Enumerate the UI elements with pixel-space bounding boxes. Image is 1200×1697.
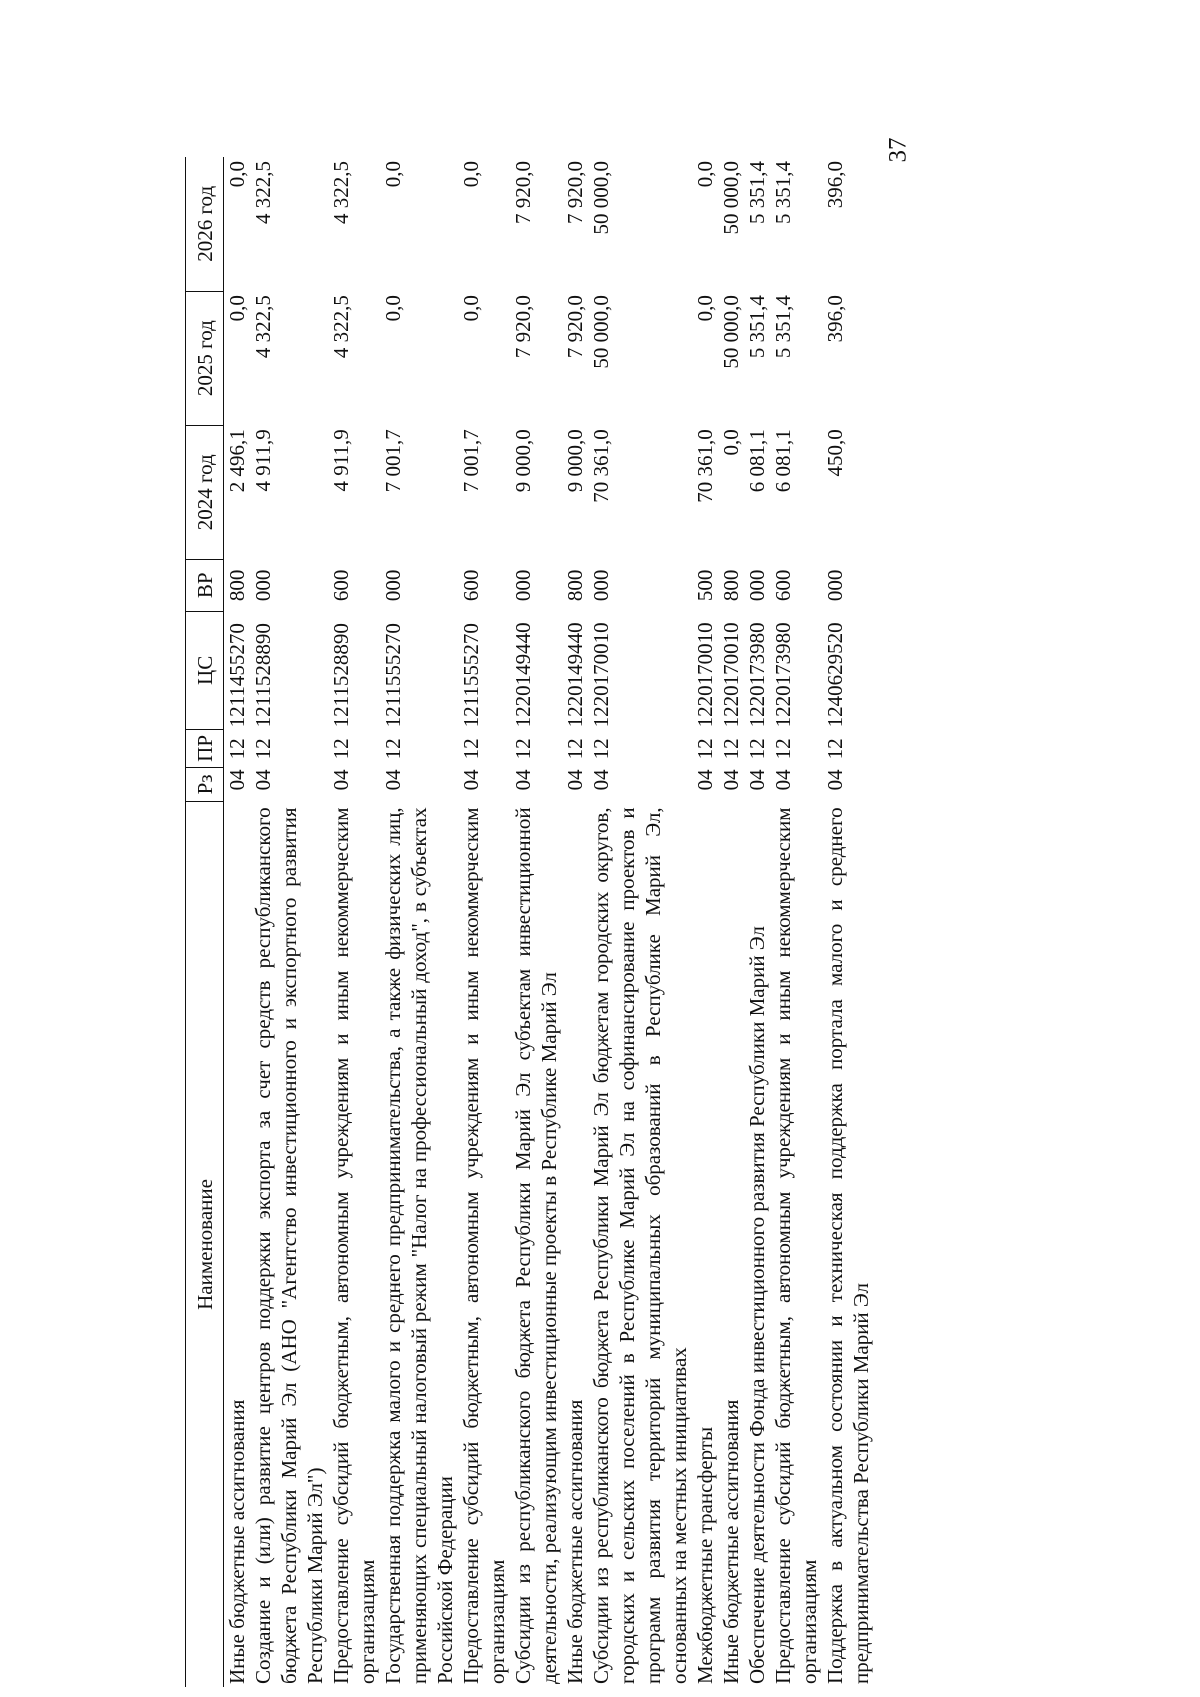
cell-vr [692,559,770,611]
cell-cs-line: 1220149440 [511,622,535,728]
cell-2025 [770,291,822,425]
cell-pr [770,729,822,767]
cell-2024 [822,425,874,559]
cell-2026-line: 7 920,0 [563,161,587,224]
cell-name [562,801,692,1687]
table-row [822,157,874,1687]
cell-pr-line: 12 [251,738,275,760]
cell-2024 [562,425,692,559]
cell-2026-line: 0,0 [693,161,717,188]
cell-2025 [510,291,562,425]
cell-cs [224,611,329,729]
cell-vr-line: 800 [563,569,587,602]
header-vr: ВР [186,559,224,611]
cell-2025-line: 7 920,0 [511,295,535,359]
cell-cs-line: 1211528890 [329,623,353,728]
cell-cs [458,611,510,729]
header-pr: ПР [186,729,224,767]
cell-2026 [562,157,692,291]
cell-pr-line: 12 [693,738,717,760]
cell-name [510,801,562,1687]
cell-2026-line: 5 351,4 [745,161,769,224]
header-2025: 2025 год [186,291,224,425]
cell-cs [562,611,692,729]
cell-2026 [458,157,510,291]
name-line: Иные бюджетные ассигнования [225,1399,249,1684]
cell-name [224,801,329,1687]
cell-2024-line: 9 000,0 [511,429,535,493]
budget-table [185,157,874,1687]
header-2026: 2026 год [186,157,224,291]
cell-rz [692,767,770,801]
cell-vr-line: 000 [251,569,275,602]
cell-rz-line: 04 [745,769,769,791]
cell-cs [510,611,562,729]
cell-vr-line: 000 [511,569,535,602]
cell-vr-line: 000 [745,569,769,602]
table-row [328,157,380,1687]
cell-rz-line: 04 [459,769,483,791]
cell-cs-line: 1220173980 [745,622,769,728]
cell-rz [328,767,380,801]
name-line: Субсидии из республиканского бюджета Республики Марий Эл бюджетам городских округов, городских и сельских поселений в Республике Марий Эл на софинансирование проектов и программ развития территорий муниципальных образований в Республике Марий Эл, основанных на местных инициативах [589,807,691,1684]
cell-rz [562,767,692,801]
cell-pr [510,729,562,767]
cell-2025 [380,291,458,425]
cell-2026-line: 0,0 [381,161,405,188]
header-cs: ЦС [186,611,224,729]
cell-pr-line: 12 [589,738,613,760]
table-row [770,157,822,1687]
cell-cs-line: 1220170010 [693,622,717,728]
cell-pr-line: 12 [459,738,483,760]
cell-pr [562,729,692,767]
cell-2026-line: 0,0 [225,161,249,188]
page-number: 37 [884,137,912,163]
cell-2025 [458,291,510,425]
cell-cs-line: 1211455270 [225,623,249,728]
cell-name [770,801,822,1687]
cell-vr-line: 000 [589,569,613,602]
cell-2025-line: 0,0 [459,295,483,322]
cell-rz-line: 04 [381,769,405,791]
table-row [380,157,458,1687]
cell-2026-line: 50 000,0 [719,161,743,235]
name-line: Предоставление субсидий бюджетным, автономным учреждениям и иным некоммерческим организациям [771,807,821,1684]
cell-2024 [224,425,329,559]
cell-2024-line: 450,0 [823,429,847,477]
cell-pr-line: 12 [745,738,769,760]
cell-2026 [224,157,329,291]
cell-2025 [692,291,770,425]
cell-2024 [328,425,380,559]
cell-2026 [770,157,822,291]
cell-vr [562,559,692,611]
cell-rz-line: 04 [511,769,535,791]
cell-2024-line: 6 081,1 [745,429,769,493]
cell-vr [822,559,874,611]
cell-cs [822,611,874,729]
header-name: Наименование [186,801,224,1687]
cell-2025-line: 4 322,5 [251,295,275,359]
cell-2025-line: 5 351,4 [745,295,769,359]
cell-vr-line: 000 [381,569,405,602]
cell-cs [692,611,770,729]
cell-pr [328,729,380,767]
cell-2026 [510,157,562,291]
cell-cs-line: 1240629520 [823,622,847,728]
cell-pr-line: 12 [719,738,743,760]
cell-rz-line: 04 [329,769,353,791]
cell-2024-line: 70 361,0 [589,429,613,503]
cell-2026-line: 396,0 [823,161,847,209]
name-line: Иные бюджетные ассигнования [563,1399,587,1684]
cell-2024-line: 70 361,0 [693,429,717,503]
cell-rz [224,767,329,801]
cell-name [458,801,510,1687]
cell-2025 [328,291,380,425]
cell-vr [328,559,380,611]
cell-2026 [328,157,380,291]
cell-rz [458,767,510,801]
cell-pr-line: 12 [771,738,795,760]
header-2024: 2024 год [186,425,224,559]
cell-cs-line: 1211555270 [381,623,405,728]
cell-2025-line: 7 920,0 [563,295,587,359]
cell-2025-line: 396,0 [823,295,847,343]
cell-2024-line: 4 911,9 [329,429,353,492]
cell-cs-line: 1211555270 [459,623,483,728]
cell-rz-line: 04 [563,769,587,791]
table-row [224,157,329,1687]
cell-cs-line: 1220170010 [719,622,743,728]
cell-2024 [770,425,822,559]
cell-2024-line: 2 496,1 [225,429,249,493]
cell-name [692,801,770,1687]
cell-pr-line: 12 [329,738,353,760]
name-line: Создание и (или) развитие центров поддержки экспорта за счет средств республиканского бюджета Республики Марий Эл (АНО "Агентство инвестиционного и экспортного развития Республики Марий Эл") [251,807,327,1684]
cell-rz-line: 04 [589,769,613,791]
cell-2024 [510,425,562,559]
cell-vr-line: 500 [693,569,717,602]
cell-2024-line: 4 911,9 [251,429,275,492]
cell-vr [224,559,329,611]
cell-2025-line: 0,0 [693,295,717,322]
cell-pr [224,729,329,767]
cell-cs-line: 1220170010 [589,622,613,728]
table-body [224,157,875,1687]
cell-name [380,801,458,1687]
cell-pr-line: 12 [511,738,535,760]
cell-2024-line: 6 081,1 [771,429,795,493]
cell-2025-line: 4 322,5 [329,295,353,359]
header-rz: Рз [186,767,224,801]
name-line: Межбюджетные трансферты [693,1426,717,1684]
cell-vr-line: 800 [225,569,249,602]
name-line: Поддержка в актуальном состоянии и техническая поддержка портала малого и среднего предпринимательства Республики Марий Эл [823,807,873,1684]
cell-pr-line: 12 [823,738,847,760]
cell-pr [692,729,770,767]
cell-2024 [458,425,510,559]
cell-pr-line: 12 [563,738,587,760]
cell-pr [822,729,874,767]
cell-vr-line: 600 [459,569,483,602]
cell-2024 [380,425,458,559]
cell-rz [770,767,822,801]
cell-2026-line: 50 000,0 [589,161,613,235]
cell-name [822,801,874,1687]
name-line: Иные бюджетные ассигнования [719,1399,743,1684]
table-row [458,157,510,1687]
cell-2024-line: 9 000,0 [563,429,587,493]
cell-2025-line: 50 000,0 [589,295,613,369]
cell-cs-line: 1220173980 [771,622,795,728]
name-line: Государственная поддержка малого и среднего предпринимательства, а также физических лиц, применяющих специальный налоговый режим "Налог на профессиональный доход", в субъектах Российской Федерации [381,807,457,1684]
cell-rz-line: 04 [693,769,717,791]
cell-vr-line: 600 [771,569,795,602]
cell-cs [328,611,380,729]
name-line: Предоставление субсидий бюджетным, автономным учреждениям и иным некоммерческим организациям [459,807,509,1684]
cell-2024-line: 7 001,7 [381,429,405,493]
cell-2026-line: 4 322,5 [251,161,275,224]
cell-2025 [562,291,692,425]
cell-pr [380,729,458,767]
cell-rz [380,767,458,801]
cell-rz-line: 04 [823,769,847,791]
cell-rz-line: 04 [251,769,275,791]
cell-vr-line: 600 [329,569,353,602]
cell-pr [458,729,510,767]
cell-2026-line: 7 920,0 [511,161,535,224]
cell-2025-line: 50 000,0 [719,295,743,369]
cell-2026-line: 0,0 [459,161,483,188]
cell-2024 [692,425,770,559]
cell-name [328,801,380,1687]
name-line: Предоставление субсидий бюджетным, автономным учреждениям и иным некоммерческим организациям [329,807,379,1684]
table-header [186,157,224,1687]
cell-vr [510,559,562,611]
cell-2026 [692,157,770,291]
name-line: Субсидии из республиканского бюджета Республики Марий Эл субъектам инвестиционной деятельности, реализующим инвестиционные проекты в Республике Марий Эл [511,807,561,1684]
cell-vr-line: 800 [719,569,743,602]
cell-2025-line: 0,0 [381,295,405,322]
table-row [692,157,770,1687]
cell-2025-line: 0,0 [225,295,249,322]
cell-rz [822,767,874,801]
cell-2024-line: 7 001,7 [459,429,483,493]
cell-rz [510,767,562,801]
cell-rz-line: 04 [225,769,249,791]
cell-2026 [822,157,874,291]
cell-vr [380,559,458,611]
name-line: Обеспечение деятельности Фонда инвестиционного развития Республики Марий Эл [745,926,769,1684]
rotated-table-container [185,157,1015,1687]
cell-2025 [224,291,329,425]
cell-cs-line: 1220149440 [563,622,587,728]
cell-vr-line: 000 [823,569,847,602]
cell-2025 [822,291,874,425]
cell-vr [770,559,822,611]
cell-rz-line: 04 [771,769,795,791]
cell-2024-line: 0,0 [719,429,743,456]
cell-2025-line: 5 351,4 [771,295,795,359]
cell-2026-line: 4 322,5 [329,161,353,224]
cell-cs [380,611,458,729]
table-row [562,157,692,1687]
cell-rz-line: 04 [719,769,743,791]
table-row [510,157,562,1687]
cell-2026-line: 5 351,4 [771,161,795,224]
cell-cs-line: 1211528890 [251,623,275,728]
cell-cs [770,611,822,729]
cell-2026 [380,157,458,291]
cell-vr [458,559,510,611]
cell-pr-line: 12 [381,738,405,760]
cell-pr-line: 12 [225,738,249,760]
